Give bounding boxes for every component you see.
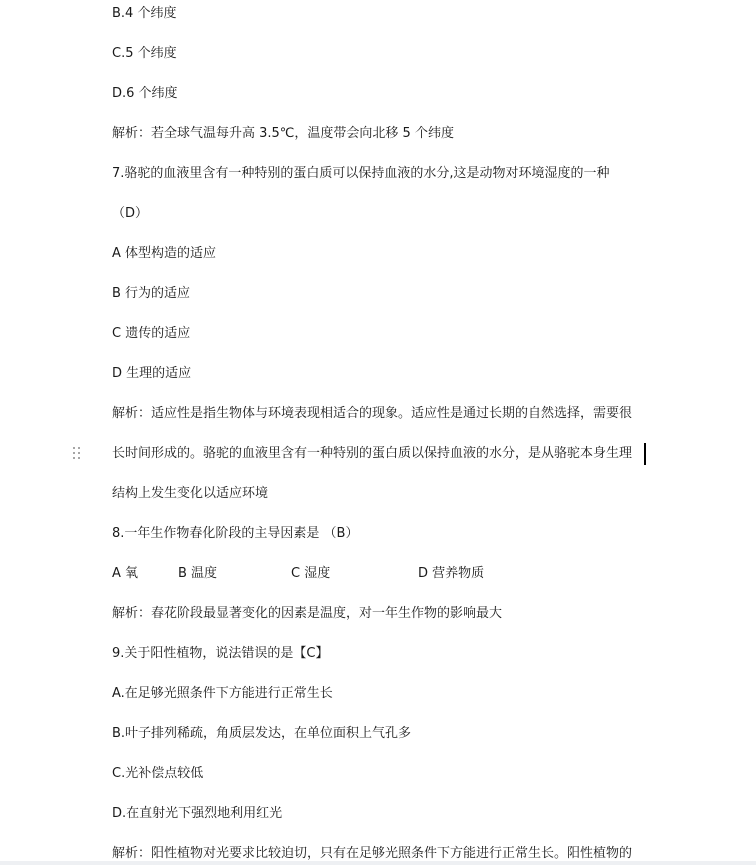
analysis-line: 解析：适应性是指生物体与环境表现相适合的现象。适应性是通过长期的自然选择，需要很 bbox=[112, 406, 633, 421]
question-line: 9.关于阳性植物，说法错误的是【C】 bbox=[112, 646, 329, 661]
option-line: D.在直射光下强烈地利用红光 bbox=[112, 806, 283, 821]
option-line: A.在足够光照条件下方能进行正常生长 bbox=[112, 686, 333, 701]
option-line: C 遗传的适应 bbox=[112, 326, 191, 341]
q8-options-line bbox=[112, 564, 652, 584]
option-line: D.6 个纬度 bbox=[112, 86, 178, 101]
question-line: 8.一年生作物春化阶段的主导因素是 （B） bbox=[112, 526, 359, 541]
q8-option-c: C 湿度 bbox=[291, 566, 331, 581]
option-line: A 体型构造的适应 bbox=[112, 246, 217, 261]
analysis-line: 解析：阳性植物对光要求比较迫切，只有在足够光照条件下方能进行正常生长。阳性植物的 bbox=[112, 846, 633, 861]
option-line: B.叶子排列稀疏，角质层发达，在单位面积上气孔多 bbox=[112, 726, 412, 741]
analysis-line: 结构上发生变化以适应环境 bbox=[112, 486, 269, 501]
option-line: C.光补偿点较低 bbox=[112, 766, 204, 781]
answer-line: （D） bbox=[112, 206, 149, 221]
text-cursor bbox=[644, 443, 646, 465]
analysis-line: 解析：春花阶段最显著变化的因素是温度，对一年生作物的影响最大 bbox=[112, 606, 503, 621]
option-line: C.5 个纬度 bbox=[112, 46, 177, 61]
option-line: B 行为的适应 bbox=[112, 286, 191, 301]
option-line: D 生理的适应 bbox=[112, 366, 192, 381]
question-line: 7.骆驼的血液里含有一种特别的蛋白质可以保持血液的水分,这是动物对环境湿度的一种 bbox=[112, 166, 610, 181]
analysis-line: 解析：若全球气温每升高 3.5℃，温度带会向北移 5 个纬度 bbox=[112, 126, 454, 141]
drag-handle-icon[interactable] bbox=[73, 447, 82, 461]
analysis-line: 长时间形成的。骆驼的血液里含有一种特别的蛋白质以保持血液的水分，是从骆驼本身生理 bbox=[112, 446, 633, 461]
q8-option-b: B 温度 bbox=[178, 566, 218, 581]
q8-option-d: D 营养物质 bbox=[418, 566, 485, 581]
q8-option-a: A 氧 bbox=[112, 566, 139, 581]
page-bottom-edge bbox=[0, 861, 756, 865]
option-line: B.4 个纬度 bbox=[112, 6, 177, 21]
